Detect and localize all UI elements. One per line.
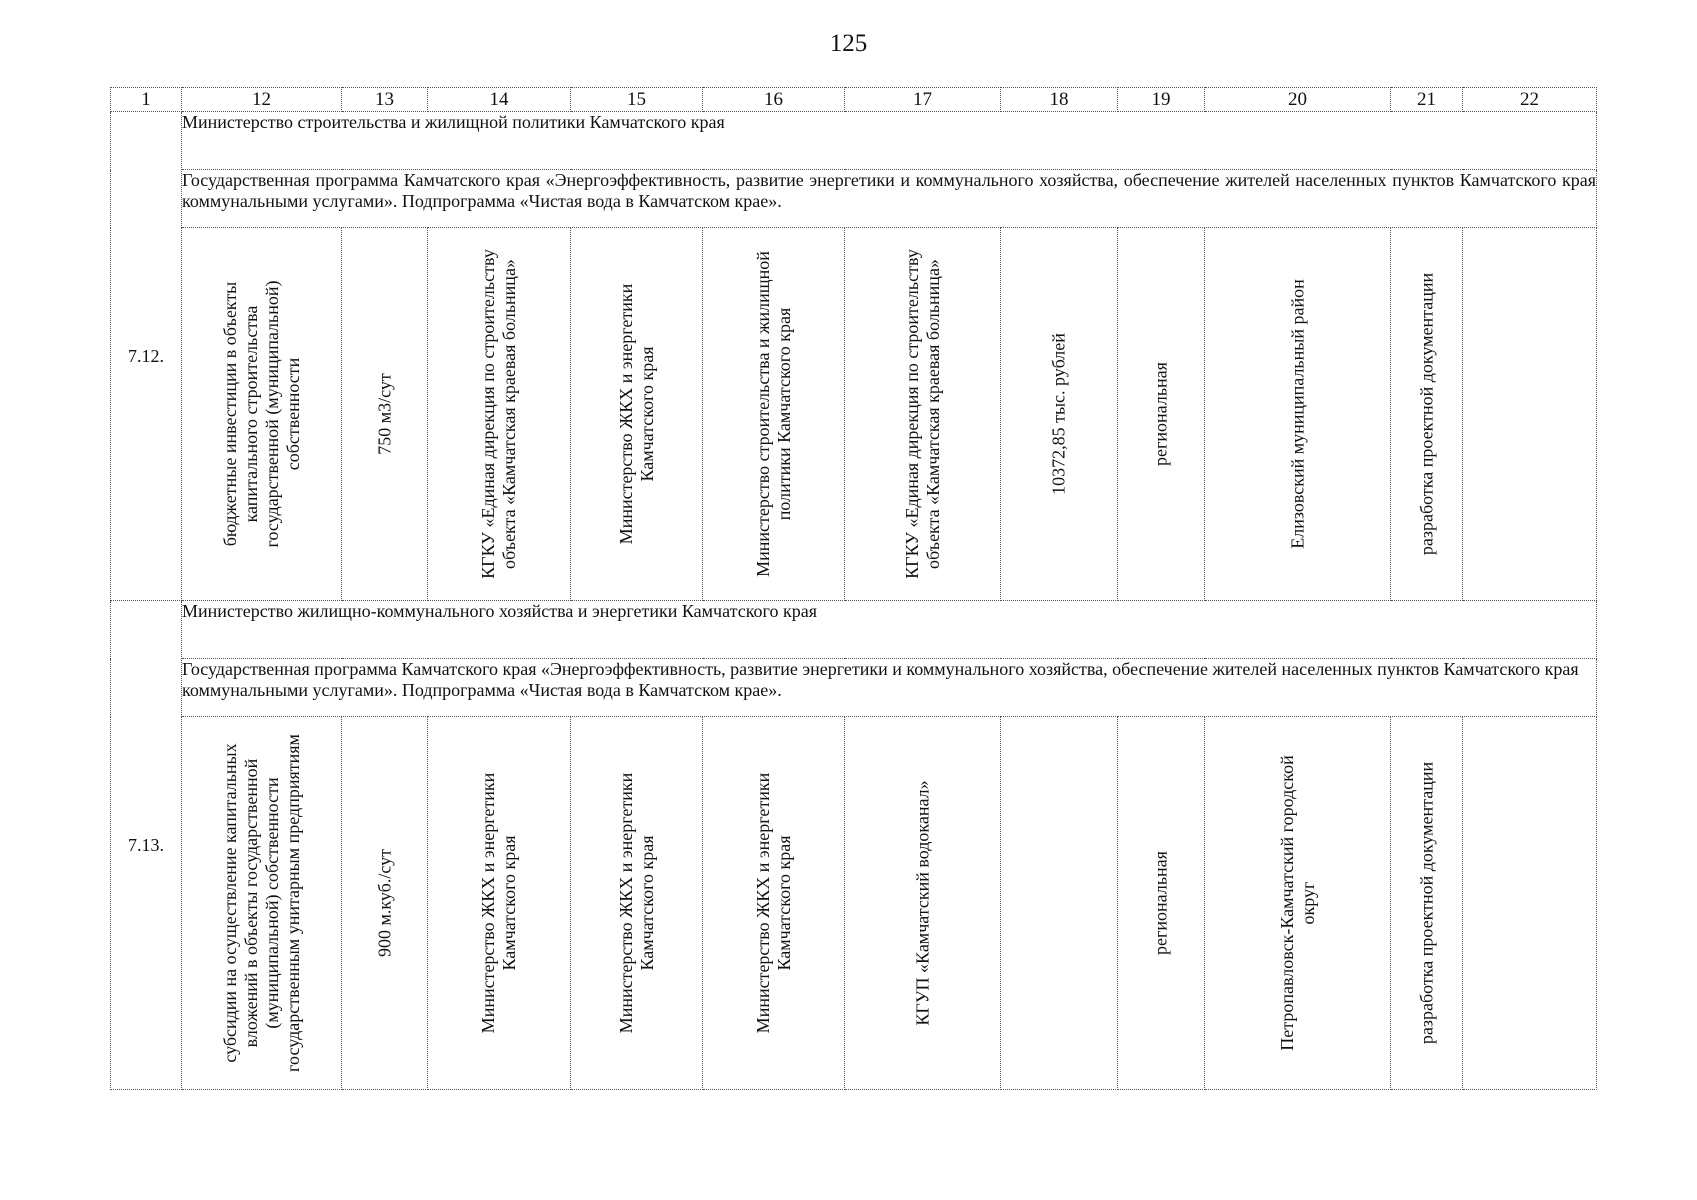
cell-text: КГКУ «Единая дирекция по строительству объекта «Камчатская краевая больница»	[901, 249, 943, 579]
column-header: 15	[571, 88, 703, 112]
column-header: 18	[1001, 88, 1118, 112]
program-name: Государственная программа Камчатского края «Энергоэффективность, развитие энергетики и коммунального хозяйства, обеспечение жителей населенных пунктов Камчатского края коммунальными услугами». Подпрограмма «Чистая вода в Камчатском крае».	[182, 170, 1597, 228]
program-name: Государственная программа Камчатского края «Энергоэффективность, развитие энергетики и коммунального хозяйства, обеспечение жителей населенных пунктов Камчатского края коммунальными услугами». Подпрограмма «Чистая вода в Камчатском крае».	[182, 659, 1597, 717]
cell-col-14	[428, 228, 571, 601]
cell-col-21	[1391, 717, 1463, 1090]
column-header: 17	[845, 88, 1001, 112]
cell-col-16	[703, 228, 845, 601]
section-ministry-row	[111, 601, 1597, 659]
cell-text: Министерство ЖКХ и энергетики Камчатского края	[615, 772, 657, 1034]
cell-funding-type	[182, 717, 342, 1090]
column-header: 14	[428, 88, 571, 112]
column-header: 20	[1205, 88, 1391, 112]
column-header: 13	[342, 88, 428, 112]
cell-text: Петропавловск-Камчатский городской округ	[1276, 755, 1318, 1051]
cell-col-22	[1463, 717, 1597, 1090]
section-program-row	[111, 170, 1597, 228]
section-data-row	[111, 228, 1597, 601]
cell-capacity	[342, 717, 428, 1090]
cell-text: Министерство строительства и жилищной политики Камчатского края	[752, 251, 794, 577]
cell-text: региональная	[1150, 851, 1171, 955]
section-data-row	[111, 717, 1597, 1090]
cell-text: 750 м3/сут	[374, 373, 394, 455]
cell-text: 10372,85 тыс. рублей	[1048, 333, 1069, 495]
cell-text: разработка проектной документации	[1416, 761, 1436, 1045]
cell-col-14	[428, 717, 571, 1090]
ministry-name: Министерство жилищно-коммунального хозяйства и энергетики Камчатского края	[182, 601, 1597, 659]
cell-text: Министерство ЖКХ и энергетики Камчатского края	[615, 283, 657, 545]
section-number: 7.13.	[111, 601, 182, 1090]
cell-col-20	[1205, 717, 1391, 1090]
column-header: 21	[1391, 88, 1463, 112]
cell-text: Министерство ЖКХ и энергетики Камчатского края	[478, 772, 519, 1034]
column-header: 12	[182, 88, 342, 112]
cell-capacity	[342, 228, 428, 601]
column-header: 19	[1118, 88, 1205, 112]
cell-col-18	[1001, 717, 1118, 1090]
section-number: 7.12.	[111, 112, 182, 601]
cell-col-21	[1391, 228, 1463, 601]
cell-text: региональная	[1150, 362, 1171, 466]
column-header: 1	[111, 88, 182, 112]
cell-text: разработка проектной документации	[1416, 272, 1436, 556]
cell-col-19	[1118, 228, 1205, 601]
cell-text: субсидии на осуществление капитальных вложений в объекты государственной (муниципальной) собственности государственным унитарным предприятиям	[219, 734, 303, 1072]
cell-text: Елизовский муниципальный район	[1287, 279, 1307, 549]
cell-col-16	[703, 717, 845, 1090]
cell-text: бюджетные инвестиции в объекты капитального строительства государственной (муниципальной) собственности	[219, 280, 303, 548]
cell-text: КГУП «Камчатский водоканал»	[912, 780, 932, 1026]
cell-text: КГКУ «Единая дирекция по строительству объекта «Камчатская краевая больница»	[478, 249, 519, 579]
ministry-name: Министерство строительства и жилищной политики Камчатского края	[182, 112, 1597, 170]
cell-col-18	[1001, 228, 1118, 601]
cell-text: 900 м.куб./сут	[374, 849, 394, 957]
cell-col-15	[571, 717, 703, 1090]
document-table	[110, 87, 1597, 1090]
cell-col-19	[1118, 717, 1205, 1090]
cell-col-17	[845, 228, 1001, 601]
section-program-row	[111, 659, 1597, 717]
cell-text: Министерство ЖКХ и энергетики Камчатского края	[752, 772, 794, 1034]
cell-col-15	[571, 228, 703, 601]
cell-col-22	[1463, 228, 1597, 601]
page-number: 125	[829, 30, 868, 57]
column-header: 22	[1463, 88, 1597, 112]
cell-funding-type	[182, 228, 342, 601]
cell-col-17	[845, 717, 1001, 1090]
column-header: 16	[703, 88, 845, 112]
cell-col-20	[1205, 228, 1391, 601]
column-number-row	[111, 88, 1597, 112]
section-ministry-row	[111, 112, 1597, 170]
